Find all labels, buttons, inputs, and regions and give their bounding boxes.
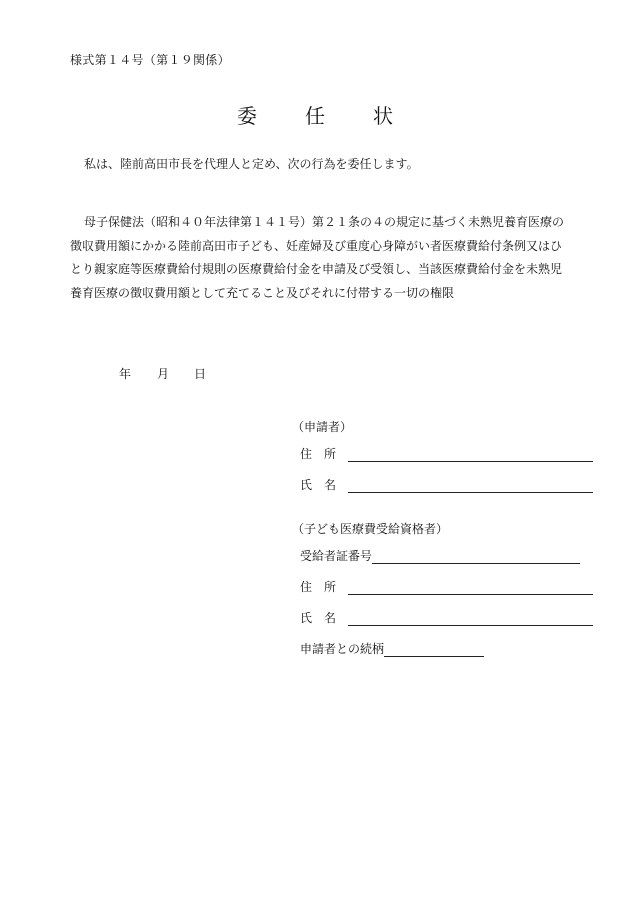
child-address-field[interactable] xyxy=(348,577,593,595)
scope-line: 養育医療の徴収費用額として充てること及びそれに付帯する一切の権限 xyxy=(70,285,455,300)
applicant-name-field[interactable] xyxy=(348,475,593,493)
form-number: 様式第１４号（第１９関係） xyxy=(70,53,230,67)
applicant-name-row xyxy=(292,475,593,502)
scope-line: 母子保健法（昭和４０年法律第１４１号）第２１条の４の規定に基づく未熟児養育医療の xyxy=(84,215,565,229)
scope-line: 徴収費用額にかかる陸前高田市子ども、妊産婦及び重度心身障がい者医療費給付条例又はひ xyxy=(70,238,563,253)
child-address-row xyxy=(292,577,593,604)
certificate-number-label: 受給者証番号 xyxy=(300,549,373,563)
eligible-child-section xyxy=(292,520,593,666)
child-name-row xyxy=(292,608,593,635)
relationship-label: 申請者との続柄 xyxy=(300,642,385,656)
certificate-number-row xyxy=(292,546,593,573)
date-day-label: 日 xyxy=(194,367,207,381)
relationship-field[interactable] xyxy=(384,639,484,657)
applicant-section xyxy=(292,418,593,502)
applicant-heading: （申請者） xyxy=(292,420,353,434)
applicant-address-label: 住所 xyxy=(300,447,349,461)
date-month-label: 月 xyxy=(157,367,170,381)
applicant-name-label: 氏名 xyxy=(300,478,349,492)
child-name-label: 氏名 xyxy=(300,611,349,625)
delegated-scope xyxy=(70,211,590,305)
relationship-row xyxy=(292,639,593,666)
document-title: 委 任 状 xyxy=(237,104,407,128)
applicant-address-field[interactable] xyxy=(348,444,593,462)
delegation-statement: 私は、陸前高田市長を代理人と定め、次の行為を委任します。 xyxy=(84,157,419,171)
child-name-field[interactable] xyxy=(348,608,593,626)
date-year-label: 年 xyxy=(119,367,132,381)
child-address-label: 住所 xyxy=(300,580,349,594)
certificate-number-field[interactable] xyxy=(372,546,580,564)
eligible-child-heading: （子ども医療費受給資格者） xyxy=(292,522,449,536)
scope-line: とり親家庭等医療費給付規則の医療費給付金を申請及び受領し、当該医療費給付金を未熟児 xyxy=(70,262,563,276)
applicant-address-row xyxy=(292,444,593,471)
